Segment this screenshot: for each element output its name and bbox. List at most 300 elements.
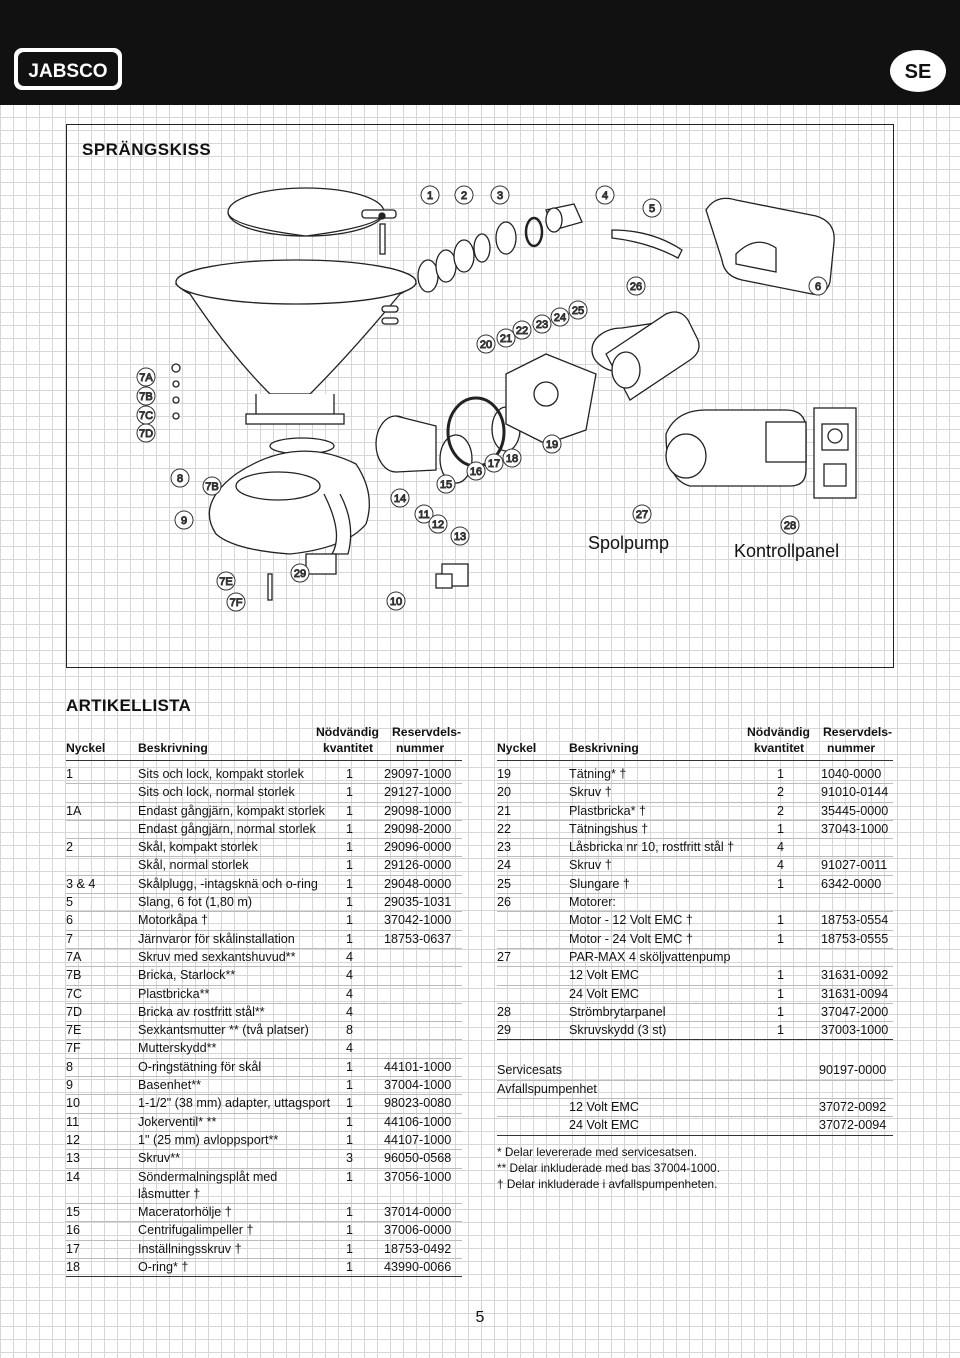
row-part-number: 6342-0000 xyxy=(821,876,882,891)
page-number: 5 xyxy=(475,1309,485,1326)
svg-text:25: 25 xyxy=(571,305,585,317)
header-num-line1: Reservdels- xyxy=(392,725,462,739)
row-part-number: 91010-0144 xyxy=(821,785,889,800)
diagram-title: SPRÄNGSKISS xyxy=(82,140,212,159)
row-description: 1-1/2" (38 mm) adapter, uttagsport xyxy=(138,1096,331,1111)
row-description: Slang, 6 fot (1,80 m) xyxy=(138,895,253,910)
svg-text:9: 9 xyxy=(180,515,188,527)
svg-text:14: 14 xyxy=(393,493,407,505)
motor xyxy=(606,312,699,400)
row-part-number: 29127-1000 xyxy=(384,785,452,800)
table-row xyxy=(497,931,893,949)
row-part-number: 98023-0080 xyxy=(384,1096,452,1111)
table-row xyxy=(66,766,462,784)
row-key: 16 xyxy=(66,1223,81,1238)
row-part-number: 29048-0000 xyxy=(384,876,452,891)
svg-text:7E: 7E xyxy=(219,576,233,588)
table-row xyxy=(66,876,462,894)
callout-10 xyxy=(387,592,405,610)
table-row xyxy=(66,986,462,1004)
table-row xyxy=(66,1132,462,1150)
row-quantity: 8 xyxy=(346,1023,354,1038)
header-num-line2: nummer xyxy=(396,741,445,755)
header-num-line1: Reservdels- xyxy=(823,725,893,739)
table-row xyxy=(66,857,462,875)
row-part-number: 18753-0492 xyxy=(384,1241,452,1256)
table-row xyxy=(497,784,893,802)
pump-label: Spolpump xyxy=(588,533,670,553)
row-quantity: 1 xyxy=(777,931,785,946)
callout-26 xyxy=(627,277,645,295)
row-description: Skruv med sexkantshuvud** xyxy=(138,949,296,964)
table-row xyxy=(497,986,893,1004)
table-header xyxy=(497,722,893,761)
row-part-number: 37047-2000 xyxy=(821,1004,889,1019)
row-part-number: 29098-2000 xyxy=(384,821,452,836)
callout-7D xyxy=(137,424,155,442)
row-part-number: 37004-1000 xyxy=(384,1078,452,1093)
callout-27 xyxy=(633,505,651,523)
row-description: PAR-MAX 4 sköljvattenpump xyxy=(569,949,731,964)
flush-pump xyxy=(666,410,806,486)
footnote: * Delar levererade med servicesatsen. xyxy=(497,1144,697,1159)
svg-text:5: 5 xyxy=(648,203,656,215)
callout-7B xyxy=(137,387,155,405)
row-description: Slungare † xyxy=(569,876,630,891)
table-row xyxy=(66,1077,462,1095)
table-row xyxy=(66,1059,462,1077)
table-row xyxy=(66,1004,462,1022)
row-description: Maceratorhölje † xyxy=(138,1205,232,1220)
row-part-number: 90197-0000 xyxy=(819,1063,887,1078)
row-quantity: 1 xyxy=(346,1078,354,1093)
row-description: Centrifugalimpeller † xyxy=(138,1223,254,1238)
header-desc: Beskrivning xyxy=(569,741,639,755)
table-row xyxy=(497,894,893,912)
row-part-number: 29098-1000 xyxy=(384,803,452,818)
row-quantity: 1 xyxy=(346,1241,354,1256)
row-quantity: 1 xyxy=(777,1004,785,1019)
row-quantity: 1 xyxy=(346,767,354,781)
callout-22 xyxy=(513,321,531,339)
table-row xyxy=(66,912,462,930)
row-description: Jokerventil* ** xyxy=(138,1114,217,1129)
row-part-number: 35445-0000 xyxy=(821,803,889,818)
svg-text:20: 20 xyxy=(479,339,493,351)
row-description: Strömbrytarpanel xyxy=(569,1004,666,1019)
row-quantity: 4 xyxy=(777,858,785,873)
row-key: 3 & 4 xyxy=(66,876,96,891)
row-description: 1" (25 mm) avloppsport** xyxy=(138,1132,279,1147)
svg-text:11: 11 xyxy=(418,509,430,521)
row-description: Motor - 12 Volt EMC † xyxy=(569,913,693,928)
row-key: Avfallspumpenhet xyxy=(497,1081,597,1096)
table-row xyxy=(66,931,462,949)
table-row xyxy=(66,1241,462,1259)
callout-20 xyxy=(477,335,495,353)
svg-text:23: 23 xyxy=(535,319,549,331)
svg-text:22: 22 xyxy=(515,325,529,337)
table-row xyxy=(497,912,893,930)
language-badge xyxy=(888,48,948,94)
row-part-number: 29035-1031 xyxy=(384,895,452,910)
table-row xyxy=(66,967,462,985)
row-quantity: 1 xyxy=(777,913,785,928)
inlet-fittings xyxy=(418,204,582,292)
row-quantity: 4 xyxy=(346,986,354,1001)
callout-4 xyxy=(596,186,614,204)
row-key: 23 xyxy=(497,840,512,855)
svg-text:7B: 7B xyxy=(205,481,219,493)
row-quantity: 4 xyxy=(346,1004,354,1019)
table-row xyxy=(66,821,462,839)
table-row xyxy=(66,1259,462,1277)
row-description: 12 Volt EMC xyxy=(569,1100,639,1115)
table-row xyxy=(497,967,893,985)
row-part-number: 18753-0555 xyxy=(821,931,889,946)
row-quantity: 1 xyxy=(777,767,785,781)
row-description: Låsbricka nr 10, rostfritt stål † xyxy=(569,840,735,855)
row-description: Bricka, Starlock** xyxy=(138,968,236,983)
row-part-number: 37043-1000 xyxy=(821,821,889,836)
row-key: 14 xyxy=(66,1169,81,1184)
row-part-number: 18753-0554 xyxy=(821,913,889,928)
callout-7A xyxy=(137,368,155,386)
row-key: 7E xyxy=(66,1023,82,1038)
svg-text:24: 24 xyxy=(553,312,567,324)
row-description: Motorer: xyxy=(569,895,616,910)
row-part-number: 37072-0094 xyxy=(819,1118,887,1133)
row-part-number: 31631-0094 xyxy=(821,986,889,1001)
rows-right xyxy=(497,766,893,1040)
row-key: 22 xyxy=(497,821,512,836)
row-quantity: 1 xyxy=(346,821,354,836)
row-quantity: 1 xyxy=(346,876,354,891)
row-description: Endast gångjärn, kompakt storlek xyxy=(138,803,325,818)
row-part-number: 44106-1000 xyxy=(384,1114,452,1129)
row-key: 11 xyxy=(66,1114,80,1129)
parts-table-left xyxy=(66,722,462,1277)
row-part-number: 37042-1000 xyxy=(384,913,452,928)
callout-25 xyxy=(569,301,587,319)
row-key: 7 xyxy=(66,931,74,946)
row-key: 1A xyxy=(66,803,82,818)
table-row xyxy=(66,1150,462,1168)
header-qty-line1: Nödvändig xyxy=(747,725,810,739)
table-row xyxy=(497,803,893,821)
row-quantity: 1 xyxy=(777,821,785,836)
row-quantity: 1 xyxy=(346,931,354,946)
row-quantity: 1 xyxy=(346,785,354,800)
table-row xyxy=(497,766,893,784)
row-key: 6 xyxy=(66,913,74,928)
row-description: Skål, kompakt storlek xyxy=(138,840,258,855)
row-quantity: 1 xyxy=(346,1260,354,1275)
row-part-number: 1040-0000 xyxy=(821,767,882,781)
row-key: 20 xyxy=(497,785,512,800)
svg-text:15: 15 xyxy=(439,479,453,491)
row-key: 28 xyxy=(497,1004,512,1019)
row-key: 7D xyxy=(66,1004,83,1019)
row-description: 24 Volt EMC xyxy=(569,986,639,1001)
callout-21 xyxy=(497,329,515,347)
row-key: 12 xyxy=(66,1132,81,1147)
svg-text:7F: 7F xyxy=(229,597,243,609)
exploded-diagram xyxy=(66,124,894,668)
row-quantity: 2 xyxy=(777,785,785,800)
row-description-cont: låsmutter † xyxy=(138,1186,201,1201)
header-qty-line2: kvantitet xyxy=(754,741,805,755)
svg-text:2: 2 xyxy=(460,190,468,202)
svg-text:1: 1 xyxy=(426,190,434,202)
svg-text:6: 6 xyxy=(814,281,822,293)
callout-12 xyxy=(429,515,447,533)
row-key: 7C xyxy=(66,986,83,1001)
row-key: 25 xyxy=(497,876,512,891)
row-part-number: 44101-1000 xyxy=(384,1059,452,1074)
row-description: Sits och lock, kompakt storlek xyxy=(138,767,304,781)
row-key: 21 xyxy=(497,803,512,818)
table-row xyxy=(66,949,462,967)
base-unit xyxy=(209,451,369,574)
row-key: 10 xyxy=(66,1096,81,1111)
row-description: 12 Volt EMC xyxy=(569,968,639,983)
row-key: 7B xyxy=(66,968,82,983)
row-part-number: 37014-0000 xyxy=(384,1205,452,1220)
row-key: 9 xyxy=(66,1078,74,1093)
row-description: Plastbricka** xyxy=(138,986,210,1001)
table-row xyxy=(497,821,893,839)
svg-text:13: 13 xyxy=(453,531,467,543)
svg-text:21: 21 xyxy=(499,333,513,345)
svg-text:4: 4 xyxy=(601,190,609,202)
row-key: 17 xyxy=(66,1241,81,1256)
rows-service xyxy=(497,1062,893,1135)
row-quantity: 1 xyxy=(346,803,354,818)
footnote: ** Delar inkluderade med bas 37004-1000. xyxy=(497,1160,720,1175)
row-part-number: 29096-0000 xyxy=(384,840,452,855)
row-description: Skruvskydd (3 st) xyxy=(569,1023,667,1038)
callout-28 xyxy=(781,516,799,534)
callout-8 xyxy=(171,469,189,487)
row-key: 13 xyxy=(66,1151,81,1166)
table-row xyxy=(497,857,893,875)
row-key: 5 xyxy=(66,895,74,910)
row-quantity: 1 xyxy=(777,986,785,1001)
svg-text:8: 8 xyxy=(176,473,184,485)
table-row xyxy=(497,839,893,857)
row-key: 18 xyxy=(66,1260,81,1275)
callout-23 xyxy=(533,315,551,333)
table-row xyxy=(497,949,893,967)
svg-text:12: 12 xyxy=(431,519,445,531)
table-row xyxy=(66,1022,462,1040)
table-header xyxy=(66,722,462,761)
row-description: Skruv † xyxy=(569,858,612,873)
callout-9 xyxy=(175,511,193,529)
table-row xyxy=(497,1062,893,1080)
row-quantity: 1 xyxy=(346,840,354,855)
svg-text:3: 3 xyxy=(496,190,504,202)
header-qty-line1: Nödvändig xyxy=(316,725,379,739)
callout-5 xyxy=(643,199,661,217)
row-part-number: 18753-0637 xyxy=(384,931,452,946)
row-quantity: 2 xyxy=(777,803,785,818)
row-description: Inställningsskruv † xyxy=(138,1241,242,1256)
callout-1 xyxy=(421,186,439,204)
row-part-number: 29097-1000 xyxy=(384,767,452,781)
row-part-number: 37003-1000 xyxy=(821,1023,889,1038)
row-quantity: 1 xyxy=(346,1059,354,1074)
language-code: SE xyxy=(904,61,932,83)
callout-7C xyxy=(137,406,155,424)
footnotes xyxy=(497,1144,893,1192)
table-row xyxy=(66,1222,462,1240)
control-panel xyxy=(814,408,856,498)
row-key: 2 xyxy=(66,840,74,855)
row-description: Plastbricka* † xyxy=(569,803,646,818)
row-part-number: 31631-0092 xyxy=(821,968,889,983)
header-key: Nyckel xyxy=(497,741,537,755)
row-quantity: 3 xyxy=(346,1151,354,1166)
table-row xyxy=(66,1204,462,1222)
row-description: O-ringstätning för skål xyxy=(138,1059,262,1074)
row-description: O-ring* † xyxy=(138,1260,189,1275)
header-num-line2: nummer xyxy=(827,741,876,755)
row-key: 1 xyxy=(66,767,74,781)
row-key: 15 xyxy=(66,1205,81,1220)
svg-text:7C: 7C xyxy=(138,410,154,422)
row-description: Sexkantsmutter ** (två platser) xyxy=(138,1023,309,1038)
row-quantity: 4 xyxy=(777,840,785,855)
svg-text:7A: 7A xyxy=(139,372,153,384)
row-description: Mutterskydd** xyxy=(138,1041,217,1056)
row-key: 8 xyxy=(66,1059,74,1074)
table-row xyxy=(66,1169,462,1205)
row-key: 24 xyxy=(497,858,512,873)
row-description: 24 Volt EMC xyxy=(569,1118,639,1133)
callout-7E xyxy=(217,572,235,590)
callout-13 xyxy=(451,527,469,545)
bowl xyxy=(176,260,416,424)
row-part-number: 29126-0000 xyxy=(384,858,452,873)
callout-14 xyxy=(391,489,409,507)
svg-text:7B: 7B xyxy=(139,391,153,403)
row-quantity: 1 xyxy=(346,1205,354,1220)
header-key: Nyckel xyxy=(66,741,106,755)
row-description: Bricka av rostfritt stål** xyxy=(138,1004,265,1019)
row-description: Tätningshus † xyxy=(569,821,649,836)
table-row xyxy=(497,1022,893,1040)
callout-7B-lower xyxy=(203,477,221,495)
row-description: Motorkåpa † xyxy=(138,913,209,928)
row-part-number: 96050-0568 xyxy=(384,1151,452,1166)
callout-17 xyxy=(485,454,503,472)
row-quantity: 1 xyxy=(346,1114,354,1129)
row-part-number: 44107-1000 xyxy=(384,1132,452,1147)
row-quantity: 4 xyxy=(346,968,354,983)
callout-29 xyxy=(291,564,309,582)
header-qty-line2: kvantitet xyxy=(323,741,374,755)
row-description: Söndermalningsplåt med xyxy=(138,1169,278,1184)
table-row xyxy=(497,1004,893,1022)
table-row xyxy=(497,1099,893,1117)
row-quantity: 1 xyxy=(346,1169,354,1184)
row-part-number: 37072-0092 xyxy=(819,1100,887,1115)
row-quantity: 1 xyxy=(346,1096,354,1111)
row-key: 19 xyxy=(497,767,512,781)
svg-text:18: 18 xyxy=(505,453,519,465)
svg-text:19: 19 xyxy=(545,439,559,451)
callout-18 xyxy=(503,449,521,467)
callout-19 xyxy=(543,435,561,453)
row-description: Basenhet** xyxy=(138,1078,202,1093)
table-row xyxy=(497,876,893,894)
row-quantity: 1 xyxy=(346,1223,354,1238)
svg-text:16: 16 xyxy=(469,466,483,478)
row-quantity: 1 xyxy=(346,858,354,873)
svg-text:29: 29 xyxy=(293,568,307,580)
row-quantity: 4 xyxy=(346,1041,354,1056)
callout-6 xyxy=(809,277,827,295)
row-part-number: 91027-0011 xyxy=(821,858,888,873)
row-quantity: 1 xyxy=(777,1023,785,1038)
row-description: Endast gångjärn, normal storlek xyxy=(138,821,316,836)
callout-7F xyxy=(227,593,245,611)
row-description: Skruv † xyxy=(569,785,612,800)
callout-15 xyxy=(437,475,455,493)
table-row xyxy=(66,839,462,857)
row-part-number: 37056-1000 xyxy=(384,1169,452,1184)
row-description: Tätning* † xyxy=(569,767,627,781)
table-row xyxy=(66,894,462,912)
row-description: Motor - 24 Volt EMC † xyxy=(569,931,693,946)
callout-24 xyxy=(551,308,569,326)
row-quantity: 1 xyxy=(777,876,785,891)
parts-list-title: ARTIKELLISTA xyxy=(66,696,192,715)
header-desc: Beskrivning xyxy=(138,741,208,755)
svg-text:10: 10 xyxy=(389,596,403,608)
table-row xyxy=(66,1114,462,1132)
row-description: Skruv** xyxy=(138,1151,180,1166)
svg-text:7D: 7D xyxy=(138,428,154,440)
row-key: 26 xyxy=(497,895,512,910)
row-quantity: 4 xyxy=(346,949,354,964)
svg-text:17: 17 xyxy=(487,458,501,470)
row-description: Järnvaror för skålinstallation xyxy=(138,931,295,946)
header-bar xyxy=(0,0,960,105)
table-row xyxy=(66,1040,462,1058)
seat-and-lid xyxy=(228,188,396,254)
table-row xyxy=(66,784,462,802)
callout-3 xyxy=(491,186,509,204)
row-description: Skål, normal storlek xyxy=(138,858,249,873)
table-row xyxy=(66,1095,462,1113)
table-row xyxy=(66,803,462,821)
row-key: Servicesats xyxy=(497,1063,563,1078)
row-key: 27 xyxy=(497,949,512,964)
callout-16 xyxy=(467,462,485,480)
rows-left xyxy=(66,766,462,1277)
row-description: Skålplugg, -intagsknä och o-ring xyxy=(138,876,318,891)
row-quantity: 1 xyxy=(777,968,785,983)
row-quantity: 1 xyxy=(346,1132,354,1147)
panel-label: Kontrollpanel xyxy=(734,541,840,561)
hose xyxy=(612,230,682,258)
parts-table-right xyxy=(497,722,893,1192)
svg-text:26: 26 xyxy=(629,281,643,293)
row-key: 29 xyxy=(497,1023,512,1038)
